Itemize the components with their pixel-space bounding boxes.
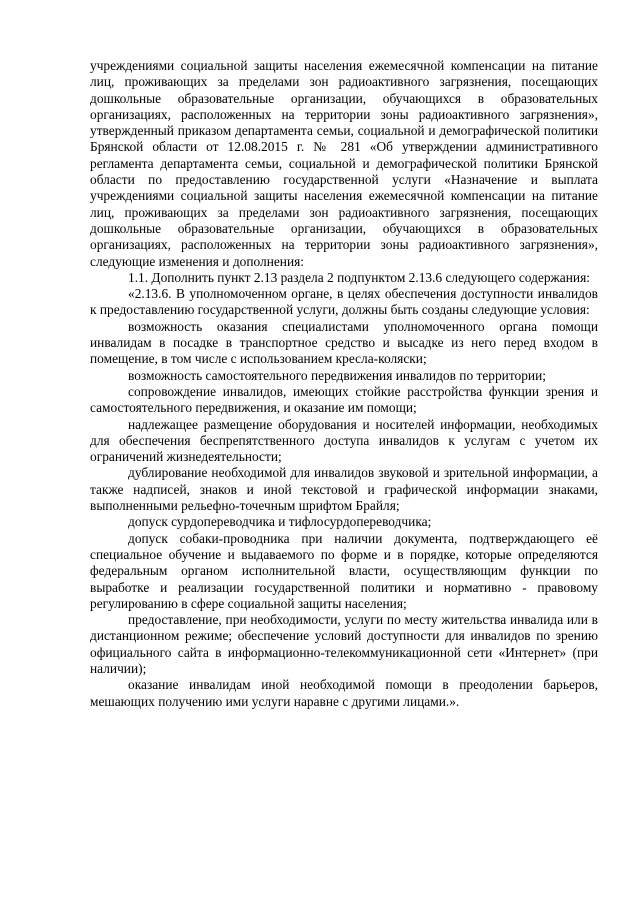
paragraph-2-13-6: «2.13.6. В уполномоченном органе, в целях обеспечения доступности инвалидов к предоставлению государственной услуги, должны быть созданы следующие условия: [90,286,598,318]
condition-other-assistance: оказание инвалидам иной необходимой помощи в преодолении барьеров, мешающих получению ими услуги наравне с другими лицами.». [90,677,598,709]
paragraph-intro: учреждениями социальной защиты населения ежемесячной компенсации на питание лиц, проживающих за пределами зон радиоактивного загрязнения, посещающих дошкольные образовательные организации, обучающихся в образовательных организациях, расположенных на территории зоны радиоактивного загрязнения», утвержденный приказом департамента семьи, социальной и демографической политики Брянской области от 12.08.2015 г. № 281 «Об утверждении административного регламента департамента семьи, социальной и демографической политики Брянской области по предоставлению государственной услуги «Назначение и выплата учреждениями социальной защиты населения ежемесячной компенсации на питание лиц, проживающих за пределами зон радиоактивного загрязнения, посещающих дошкольные образовательные организации, обучающихся в образовательных организациях, расположенных на территории зоны радиоактивного загрязнения», следующие изменения и дополнения: [90,58,598,269]
condition-escort: сопровождение инвалидов, имеющих стойкие расстройства функции зрения и самостоятельного передвижения, и оказание им помощи; [90,383,598,416]
condition-guide-dog: допуск собаки-проводника при наличии документа, подтверждающего её специальное обучение и выдаваемого по форме и в порядке, которые определяются федеральным органом исполнительной власти, осуществляющим функции по выработке и реализации государственной политики и нормативно - правовому регулированию в сфере социальной защиты населения; [90,530,598,611]
condition-independent-movement: возможность самостоятельного передвижения инвалидов по территории; [128,367,546,383]
paragraph-1-1: 1.1. Дополнить пункт 2.13 раздела 2 подпунктом 2.13.6 следующего содержания: [128,269,590,285]
condition-remote-service: предоставление, при необходимости, услуги по месту жительства инвалида или в дистанционном режиме; обеспечение условий доступности для инвалидов по зрению официального сайта в информационно-телекоммуникационной сети «Интернет» (при наличии); [90,612,598,676]
condition-information-duplication: дублирование необходимой для инвалидов звуковой и зрительной информации, а также надписей, знаков и иной текстовой и графической информации знаками, выполненными рельефно-точечным шрифтом Брайля; [90,465,598,514]
condition-sign-interpreter: допуск сурдопереводчика и тифлосурдопереводчика; [128,514,432,530]
document-page [90,58,598,710]
condition-boarding-assistance: возможность оказания специалистами уполномоченного органа помощи инвалидам в посадке в транспортное средство и высадке из него перед входом в помещение, в том числе с использованием кресла-коляски; [90,318,598,367]
condition-equipment-placement: надлежащее размещение оборудования и носителей информации, необходимых для обеспечения беспрепятственного доступа инвалидов к услугам с учетом их ограничений жизнедеятельности; [90,416,598,465]
